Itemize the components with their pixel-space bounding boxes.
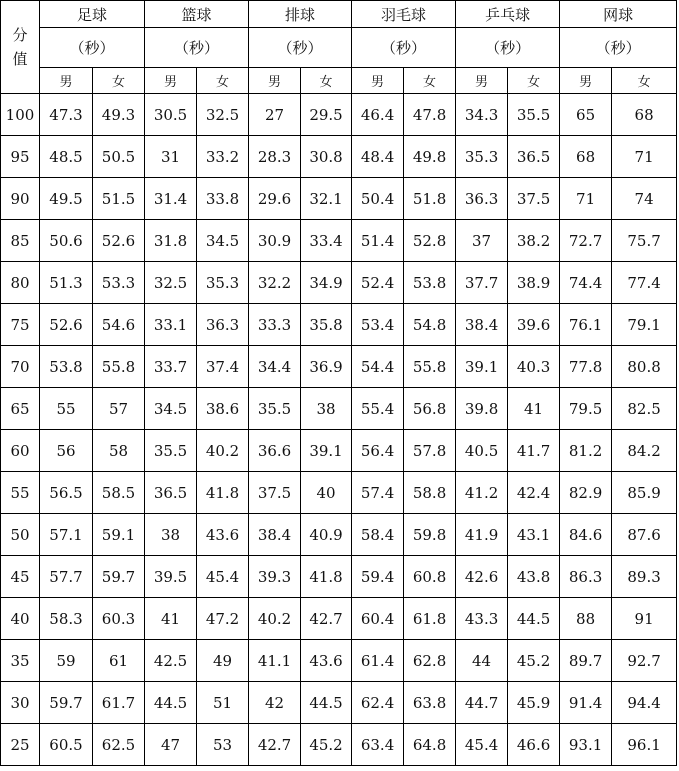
time-cell: 45.4	[456, 724, 508, 766]
time-cell: 51	[197, 682, 249, 724]
time-cell: 34.3	[456, 94, 508, 136]
time-cell: 37	[456, 220, 508, 262]
time-cell: 68	[560, 136, 612, 178]
table-row	[1, 262, 677, 304]
time-cell: 37.4	[197, 346, 249, 388]
time-cell: 42.7	[249, 724, 301, 766]
unit-label: （秒）	[40, 28, 145, 68]
sport-header-tennis: 网球	[560, 1, 677, 28]
time-cell: 32.2	[249, 262, 301, 304]
time-cell: 36.3	[197, 304, 249, 346]
time-cell: 36.5	[508, 136, 560, 178]
time-cell: 31.4	[145, 178, 197, 220]
table-row	[1, 430, 677, 472]
time-cell: 61.7	[93, 682, 145, 724]
time-cell: 44.5	[301, 682, 352, 724]
time-cell: 96.1	[612, 724, 677, 766]
unit-label: （秒）	[352, 28, 456, 68]
score-cell: 90	[1, 178, 40, 220]
table-row	[1, 682, 677, 724]
time-cell: 51.8	[404, 178, 456, 220]
sport-header-table-tennis: 乒乓球	[456, 1, 560, 28]
time-cell: 40.5	[456, 430, 508, 472]
time-cell: 54.4	[352, 346, 404, 388]
time-cell: 45.2	[508, 640, 560, 682]
time-cell: 60.4	[352, 598, 404, 640]
time-cell: 31	[145, 136, 197, 178]
time-cell: 77.4	[612, 262, 677, 304]
time-cell: 57.7	[40, 556, 93, 598]
time-cell: 39.6	[508, 304, 560, 346]
table-row	[1, 220, 677, 262]
time-cell: 57.4	[352, 472, 404, 514]
time-cell: 28.3	[249, 136, 301, 178]
time-cell: 41.8	[197, 472, 249, 514]
time-cell: 84.2	[612, 430, 677, 472]
time-cell: 55.8	[93, 346, 145, 388]
score-cell: 80	[1, 262, 40, 304]
table-row	[1, 178, 677, 220]
time-cell: 34.4	[249, 346, 301, 388]
time-cell: 41	[145, 598, 197, 640]
time-cell: 49.5	[40, 178, 93, 220]
table-row	[1, 724, 677, 766]
time-cell: 33.4	[301, 220, 352, 262]
time-cell: 40.2	[197, 430, 249, 472]
gender-female-label: 女	[93, 68, 145, 94]
time-cell: 35.3	[197, 262, 249, 304]
score-cell: 60	[1, 430, 40, 472]
gender-female-label: 女	[197, 68, 249, 94]
time-cell: 79.5	[560, 388, 612, 430]
time-cell: 38.6	[197, 388, 249, 430]
time-cell: 87.6	[612, 514, 677, 556]
table-body	[1, 94, 677, 766]
time-cell: 55.4	[352, 388, 404, 430]
time-cell: 61	[93, 640, 145, 682]
time-cell: 29.5	[301, 94, 352, 136]
table-row	[1, 304, 677, 346]
time-cell: 56.4	[352, 430, 404, 472]
score-header-char-2: 值	[12, 50, 28, 68]
time-cell: 57	[93, 388, 145, 430]
time-cell: 51.5	[93, 178, 145, 220]
time-cell: 62.5	[93, 724, 145, 766]
time-cell: 55.8	[404, 346, 456, 388]
time-cell: 81.2	[560, 430, 612, 472]
time-cell: 53.4	[352, 304, 404, 346]
gender-male-label: 男	[352, 68, 404, 94]
time-cell: 38	[145, 514, 197, 556]
time-cell: 57.8	[404, 430, 456, 472]
time-cell: 43.6	[301, 640, 352, 682]
time-cell: 63.8	[404, 682, 456, 724]
time-cell: 45.4	[197, 556, 249, 598]
sport-header-volleyball: 排球	[249, 1, 352, 28]
time-cell: 39.8	[456, 388, 508, 430]
time-cell: 84.6	[560, 514, 612, 556]
time-cell: 36.9	[301, 346, 352, 388]
time-cell: 49.3	[93, 94, 145, 136]
time-cell: 47.8	[404, 94, 456, 136]
time-cell: 49	[197, 640, 249, 682]
time-cell: 92.7	[612, 640, 677, 682]
time-cell: 36.6	[249, 430, 301, 472]
time-cell: 38	[301, 388, 352, 430]
time-cell: 49.8	[404, 136, 456, 178]
time-cell: 40	[301, 472, 352, 514]
time-cell: 32.5	[145, 262, 197, 304]
time-cell: 63.4	[352, 724, 404, 766]
score-cell: 25	[1, 724, 40, 766]
time-cell: 35.3	[456, 136, 508, 178]
gender-female-label: 女	[612, 68, 677, 94]
score-cell: 100	[1, 94, 40, 136]
time-cell: 60.5	[40, 724, 93, 766]
time-cell: 74.4	[560, 262, 612, 304]
header-row-gender	[1, 68, 677, 94]
time-cell: 58.5	[93, 472, 145, 514]
table-row	[1, 346, 677, 388]
time-cell: 72.7	[560, 220, 612, 262]
gender-male-label: 男	[249, 68, 301, 94]
score-cell: 30	[1, 682, 40, 724]
score-column-header	[1, 1, 40, 94]
time-cell: 37.5	[249, 472, 301, 514]
time-cell: 82.9	[560, 472, 612, 514]
time-cell: 62.4	[352, 682, 404, 724]
time-cell: 91.4	[560, 682, 612, 724]
time-cell: 30.8	[301, 136, 352, 178]
time-cell: 61.4	[352, 640, 404, 682]
time-cell: 47.2	[197, 598, 249, 640]
time-cell: 35.5	[508, 94, 560, 136]
time-cell: 48.5	[40, 136, 93, 178]
time-cell: 58	[93, 430, 145, 472]
time-cell: 71	[560, 178, 612, 220]
time-cell: 71	[612, 136, 677, 178]
score-cell: 45	[1, 556, 40, 598]
time-cell: 65	[560, 94, 612, 136]
gender-male-label: 男	[145, 68, 197, 94]
time-cell: 41.9	[456, 514, 508, 556]
time-cell: 35.5	[145, 430, 197, 472]
time-cell: 32.5	[197, 94, 249, 136]
table-row	[1, 94, 677, 136]
time-cell: 42.7	[301, 598, 352, 640]
time-cell: 53.8	[404, 262, 456, 304]
time-cell: 53.3	[93, 262, 145, 304]
time-cell: 33.8	[197, 178, 249, 220]
score-cell: 50	[1, 514, 40, 556]
time-cell: 54.8	[404, 304, 456, 346]
time-cell: 44	[456, 640, 508, 682]
time-cell: 56.5	[40, 472, 93, 514]
time-cell: 77.8	[560, 346, 612, 388]
time-cell: 31.8	[145, 220, 197, 262]
time-cell: 39.1	[301, 430, 352, 472]
time-cell: 89.7	[560, 640, 612, 682]
time-cell: 56.8	[404, 388, 456, 430]
time-cell: 58.3	[40, 598, 93, 640]
time-cell: 32.1	[301, 178, 352, 220]
time-cell: 89.3	[612, 556, 677, 598]
time-cell: 50.6	[40, 220, 93, 262]
time-cell: 50.5	[93, 136, 145, 178]
table-row	[1, 598, 677, 640]
time-cell: 59.7	[40, 682, 93, 724]
time-cell: 37.7	[456, 262, 508, 304]
time-cell: 39.3	[249, 556, 301, 598]
table-row	[1, 388, 677, 430]
time-cell: 47	[145, 724, 197, 766]
time-cell: 36.5	[145, 472, 197, 514]
time-cell: 42.5	[145, 640, 197, 682]
time-cell: 61.8	[404, 598, 456, 640]
time-cell: 58.4	[352, 514, 404, 556]
score-cell: 65	[1, 388, 40, 430]
time-cell: 29.6	[249, 178, 301, 220]
time-cell: 38.4	[456, 304, 508, 346]
time-cell: 44.7	[456, 682, 508, 724]
time-cell: 93.1	[560, 724, 612, 766]
time-cell: 33.3	[249, 304, 301, 346]
time-cell: 82.5	[612, 388, 677, 430]
time-cell: 34.5	[197, 220, 249, 262]
score-cell: 35	[1, 640, 40, 682]
time-cell: 60.8	[404, 556, 456, 598]
time-cell: 42.4	[508, 472, 560, 514]
time-cell: 27	[249, 94, 301, 136]
time-cell: 59.4	[352, 556, 404, 598]
time-cell: 33.7	[145, 346, 197, 388]
time-cell: 35.5	[249, 388, 301, 430]
gender-female-label: 女	[301, 68, 352, 94]
time-cell: 34.5	[145, 388, 197, 430]
time-cell: 39.1	[456, 346, 508, 388]
time-cell: 33.2	[197, 136, 249, 178]
time-cell: 34.9	[301, 262, 352, 304]
time-cell: 80.8	[612, 346, 677, 388]
time-cell: 59.1	[93, 514, 145, 556]
time-cell: 55	[40, 388, 93, 430]
time-cell: 44.5	[508, 598, 560, 640]
table-row	[1, 640, 677, 682]
time-cell: 43.8	[508, 556, 560, 598]
unit-label: （秒）	[145, 28, 249, 68]
header-row-units	[1, 28, 677, 68]
table-row	[1, 514, 677, 556]
header-row-sports	[1, 1, 677, 28]
sport-header-basketball: 篮球	[145, 1, 249, 28]
time-cell: 41.1	[249, 640, 301, 682]
time-cell: 41.8	[301, 556, 352, 598]
table-row	[1, 556, 677, 598]
time-cell: 53	[197, 724, 249, 766]
time-cell: 40.2	[249, 598, 301, 640]
time-cell: 91	[612, 598, 677, 640]
time-cell: 50.4	[352, 178, 404, 220]
time-cell: 41.2	[456, 472, 508, 514]
time-cell: 53.8	[40, 346, 93, 388]
time-cell: 76.1	[560, 304, 612, 346]
gender-male-label: 男	[40, 68, 93, 94]
gender-female-label: 女	[404, 68, 456, 94]
score-cell: 40	[1, 598, 40, 640]
time-cell: 57.1	[40, 514, 93, 556]
score-cell: 75	[1, 304, 40, 346]
time-cell: 40.3	[508, 346, 560, 388]
time-cell: 30.5	[145, 94, 197, 136]
time-cell: 54.6	[93, 304, 145, 346]
unit-label: （秒）	[456, 28, 560, 68]
time-cell: 35.8	[301, 304, 352, 346]
time-cell: 36.3	[456, 178, 508, 220]
table-row	[1, 136, 677, 178]
gender-male-label: 男	[456, 68, 508, 94]
score-cell: 85	[1, 220, 40, 262]
time-cell: 68	[612, 94, 677, 136]
time-cell: 44.5	[145, 682, 197, 724]
time-cell: 47.3	[40, 94, 93, 136]
time-cell: 51.4	[352, 220, 404, 262]
time-cell: 59.8	[404, 514, 456, 556]
sport-header-football: 足球	[40, 1, 145, 28]
time-cell: 59.7	[93, 556, 145, 598]
score-cell: 70	[1, 346, 40, 388]
time-cell: 42.6	[456, 556, 508, 598]
time-cell: 39.5	[145, 556, 197, 598]
time-cell: 46.4	[352, 94, 404, 136]
time-cell: 48.4	[352, 136, 404, 178]
table-row	[1, 472, 677, 514]
time-cell: 60.3	[93, 598, 145, 640]
time-cell: 45.2	[301, 724, 352, 766]
time-cell: 42	[249, 682, 301, 724]
unit-label: （秒）	[560, 28, 677, 68]
time-cell: 30.9	[249, 220, 301, 262]
score-header-char-1: 分	[12, 26, 28, 44]
gender-male-label: 男	[560, 68, 612, 94]
time-cell: 43.3	[456, 598, 508, 640]
time-cell: 52.6	[40, 304, 93, 346]
score-cell: 95	[1, 136, 40, 178]
time-cell: 51.3	[40, 262, 93, 304]
score-cell: 55	[1, 472, 40, 514]
time-cell: 75.7	[612, 220, 677, 262]
time-cell: 58.8	[404, 472, 456, 514]
time-cell: 64.8	[404, 724, 456, 766]
time-cell: 52.4	[352, 262, 404, 304]
time-cell: 86.3	[560, 556, 612, 598]
time-cell: 43.6	[197, 514, 249, 556]
time-cell: 38.4	[249, 514, 301, 556]
time-cell: 56	[40, 430, 93, 472]
time-cell: 52.8	[404, 220, 456, 262]
table-header	[1, 1, 677, 94]
time-cell: 85.9	[612, 472, 677, 514]
time-cell: 33.1	[145, 304, 197, 346]
time-cell: 41	[508, 388, 560, 430]
time-cell: 46.6	[508, 724, 560, 766]
time-cell: 59	[40, 640, 93, 682]
time-cell: 94.4	[612, 682, 677, 724]
time-cell: 43.1	[508, 514, 560, 556]
time-cell: 40.9	[301, 514, 352, 556]
gender-female-label: 女	[508, 68, 560, 94]
time-cell: 38.2	[508, 220, 560, 262]
time-cell: 88	[560, 598, 612, 640]
time-cell: 74	[612, 178, 677, 220]
time-cell: 79.1	[612, 304, 677, 346]
time-cell: 45.9	[508, 682, 560, 724]
time-cell: 37.5	[508, 178, 560, 220]
sport-header-badminton: 羽毛球	[352, 1, 456, 28]
time-cell: 41.7	[508, 430, 560, 472]
time-cell: 62.8	[404, 640, 456, 682]
time-cell: 52.6	[93, 220, 145, 262]
time-cell: 38.9	[508, 262, 560, 304]
unit-label: （秒）	[249, 28, 352, 68]
